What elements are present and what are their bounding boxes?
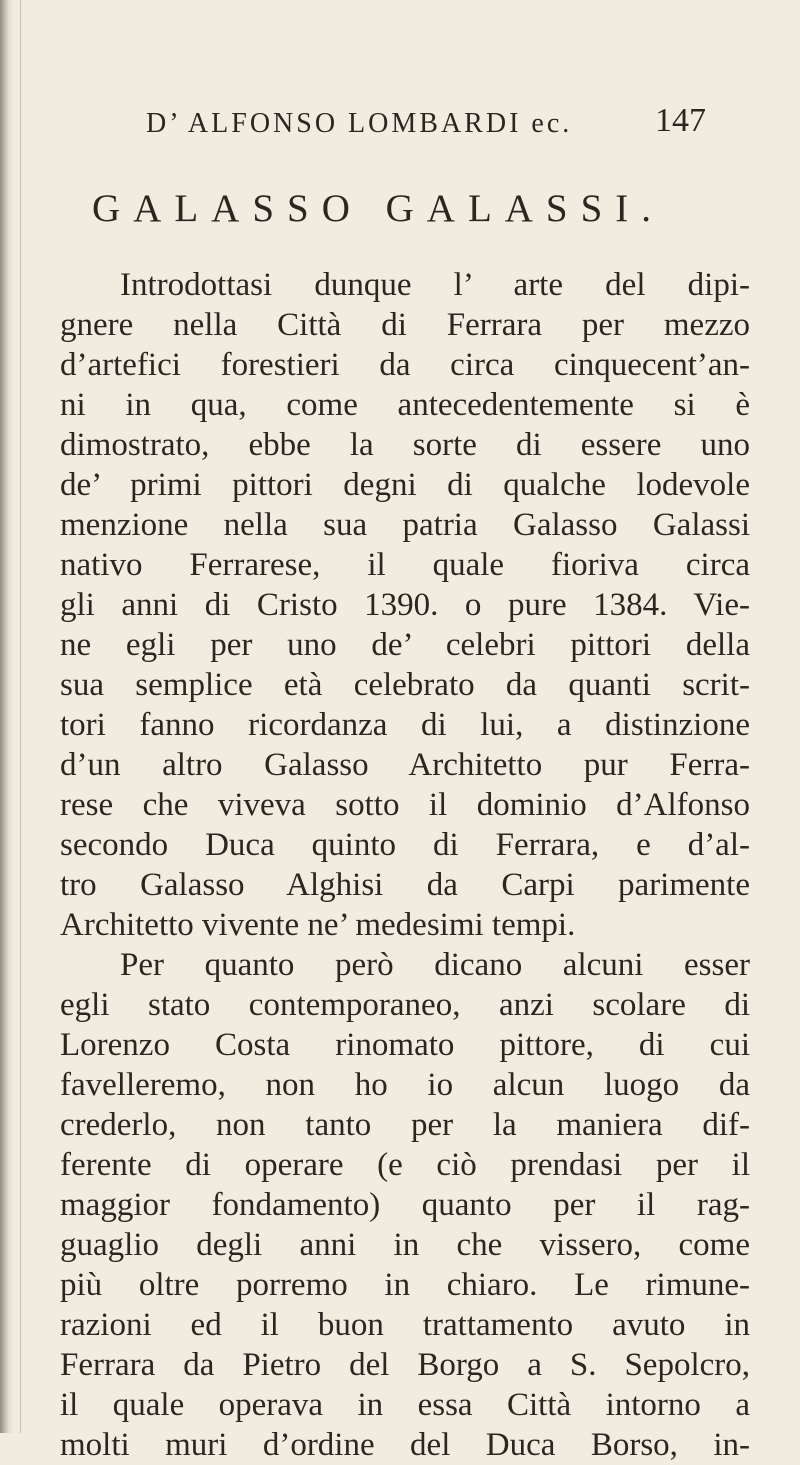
text-line: menzione nella sua patria Galasso Galassi	[60, 507, 750, 543]
text-line: d’un altro Galasso Architetto pur Ferra-	[60, 747, 750, 783]
body-text	[60, 265, 750, 1465]
text-line: egli stato contemporaneo, anzi scolare di	[60, 987, 750, 1023]
text-line: tori fanno ricordanza di lui, a distinzione	[60, 707, 750, 743]
text-line: favelleremo, non ho io alcun luogo da	[60, 1067, 750, 1103]
text-line: ni in qua, come antecedentemente si è	[60, 387, 750, 423]
text-line: ferente di operare (e ciò prendasi per il	[60, 1147, 750, 1183]
page-edge-line	[20, 0, 21, 1433]
text-line: d’artefici forestieri da circa cinquecent’an-	[60, 347, 750, 383]
running-head	[146, 94, 706, 154]
text-line: ne egli per uno de’ celebri pittori della	[60, 627, 750, 663]
section-heading: GALASSO GALASSI.	[92, 187, 665, 230]
text-line: sua semplice età celebrato da quanti scrit-	[60, 667, 750, 703]
text-line: maggior fondamento) quanto per il rag-	[60, 1187, 750, 1223]
text-line: Per quanto però dicano alcuni esser	[120, 947, 750, 983]
text-line: razioni ed il buon trattamento avuto in	[60, 1307, 750, 1343]
text-line: nativo Ferrarese, il quale fioriva circa	[60, 547, 750, 583]
text-line: tro Galasso Alghisi da Carpi parimente	[60, 867, 750, 903]
text-line: gnere nella Città di Ferrara per mezzo	[60, 307, 750, 343]
page-number: 147	[655, 102, 706, 139]
text-line: dimostrato, ebbe la sorte di essere uno	[60, 427, 750, 463]
text-line: secondo Duca quinto di Ferrara, e d’al-	[60, 827, 750, 863]
text-line: Ferrara da Pietro del Borgo a S. Sepolcro,	[60, 1347, 750, 1383]
text-line: gli anni di Cristo 1390. o pure 1384. Vie-	[60, 587, 750, 623]
text-line: crederlo, non tanto per la maniera dif-	[60, 1107, 750, 1143]
text-line: de’ primi pittori degni di qualche lodevole	[60, 467, 750, 503]
text-line: Introdottasi dunque l’ arte del dipi-	[120, 267, 750, 303]
binding-shadow	[0, 0, 14, 1433]
text-line: Lorenzo Costa rinomato pittore, di cui	[60, 1027, 750, 1063]
text-line: rese che viveva sotto il dominio d’Alfonso	[60, 787, 750, 823]
running-head-title: D’ ALFONSO LOMBARDI ec.	[146, 108, 573, 139]
text-line: il quale operava in essa Città intorno a	[60, 1387, 750, 1423]
text-line: Architetto vivente ne’ medesimi tempi.	[60, 907, 576, 943]
text-line: più oltre porremo in chiaro. Le rimune-	[60, 1267, 750, 1303]
text-line: molti muri d’ordine del Duca Borso, in-	[60, 1427, 750, 1463]
text-line: guaglio degli anni in che vissero, come	[60, 1227, 750, 1263]
